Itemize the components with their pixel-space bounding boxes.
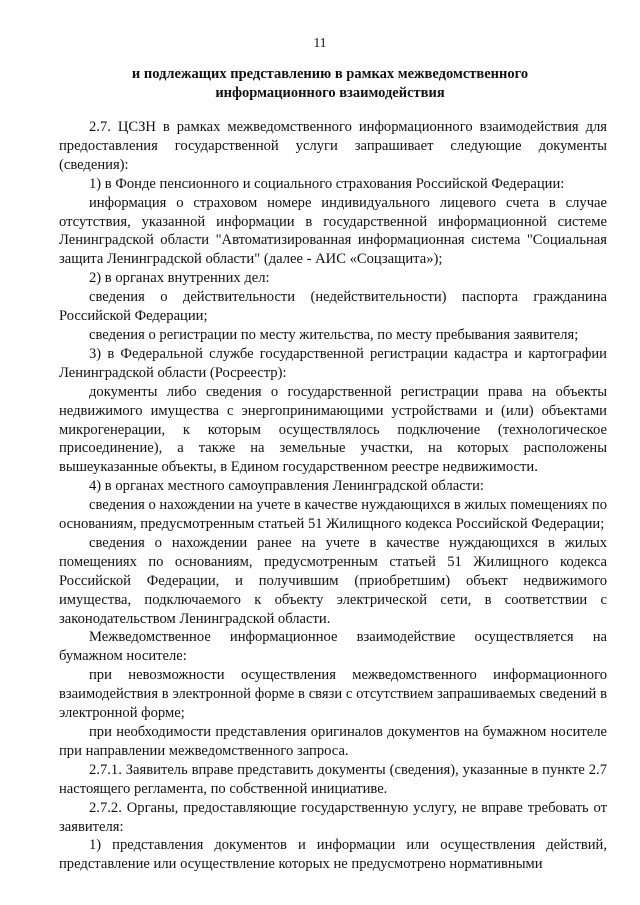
paragraph-local-government: 4) в органах местного самоуправления Ленинградской области: — [89, 478, 484, 495]
heading-line-1: и подлежащих представлению в рамках межведомственного — [131, 66, 529, 82]
paragraph-rosreestr: 3) в Федеральной службе государственной регистрации кадастра и картографии Ленинградской области (Росреестр): — [59, 345, 607, 381]
paragraph-paper-interaction: Межведомственное информационное взаимодействие осуществляется на бумажном носителе: — [59, 629, 607, 665]
paragraph-item-1: 1) представления документов и информации или осуществления действий, представление или осуществление которых не предусмотрено нормативными — [59, 837, 607, 873]
paragraph-2-7: 2.7. ЦСЗН в рамках межведомственного информационного взаимодействия для предоставления государственной услуги запрашивает следующие документы (сведения): — [59, 119, 607, 173]
paragraph-electronic-impossible: при невозможности осуществления межведомственного информационного взаимодействия в электронной форме в связи с отсутствием запрашиваемых сведений в электронной форме; — [59, 667, 607, 722]
section-heading — [80, 65, 580, 103]
paragraph-snils-info: информация о страховом номере индивидуального лицевого счета в случае отсутствия, указанной информации в государственной информационной системе Ленинградской области "Автоматизированная информационная система "Социальная защита Ленинградской области" (далее - АИС «Соцзащита»); — [59, 194, 607, 268]
paragraph-registration-info: сведения о регистрации по месту жительства, по месту пребывания заявителя; — [89, 326, 579, 343]
heading-line-2: информационного взаимодействия — [215, 85, 445, 101]
paragraph-2-7-1: 2.7.1. Заявитель вправе представить документы (сведения), указанные в пункте 2.7 настоящего регламента, по собственной инициативе. — [59, 761, 607, 797]
paragraph-former-register: сведения о нахождении ранее на учете в качестве нуждающихся в жилых помещениях по основаниям, предусмотренным статьей 51 Жилищного кодекса Российской Федерации, и получившим (приобретшим) объект недвижимого имущества, подключаемого к объекту электрической сети, в соответствии с законодательством Ленинградской области. — [59, 534, 607, 627]
body-text — [59, 118, 607, 874]
paragraph-housing-register: сведения о нахождении на учете в качестве нуждающихся в жилых помещениях по основаниям, предусмотренным статьей 51 Жилищного кодекса Российской Федерации; — [59, 497, 607, 533]
paragraph-originals-needed: при необходимости представления оригиналов документов на бумажном носителе при направлении межведомственного запроса. — [59, 724, 607, 759]
page-number: 11 — [313, 35, 327, 50]
paragraph-internal-affairs: 2) в органах внутренних дел: — [89, 270, 270, 287]
paragraph-2-7-2: 2.7.2. Органы, предоставляющие государственную услугу, не вправе требовать от заявителя: — [59, 799, 607, 835]
paragraph-passport-validity: сведения о действительности (недействительности) паспорта гражданина Российской Федерации; — [59, 289, 607, 325]
paragraph-property-rights: документы либо сведения о государственной регистрации права на объекты недвижимого имущества с энергопринимающими устройствами и (или) объектами микрогенерации, к которым осуществлялось подключение (технологическое присоединение), а также на земельные участки, на которых расположены вышеуказанные объекты, в Едином государственном реестре недвижимости. — [59, 383, 607, 476]
paragraph-pension-fund: 1) в Фонде пенсионного и социального страхования Российской Федерации: — [89, 175, 565, 192]
